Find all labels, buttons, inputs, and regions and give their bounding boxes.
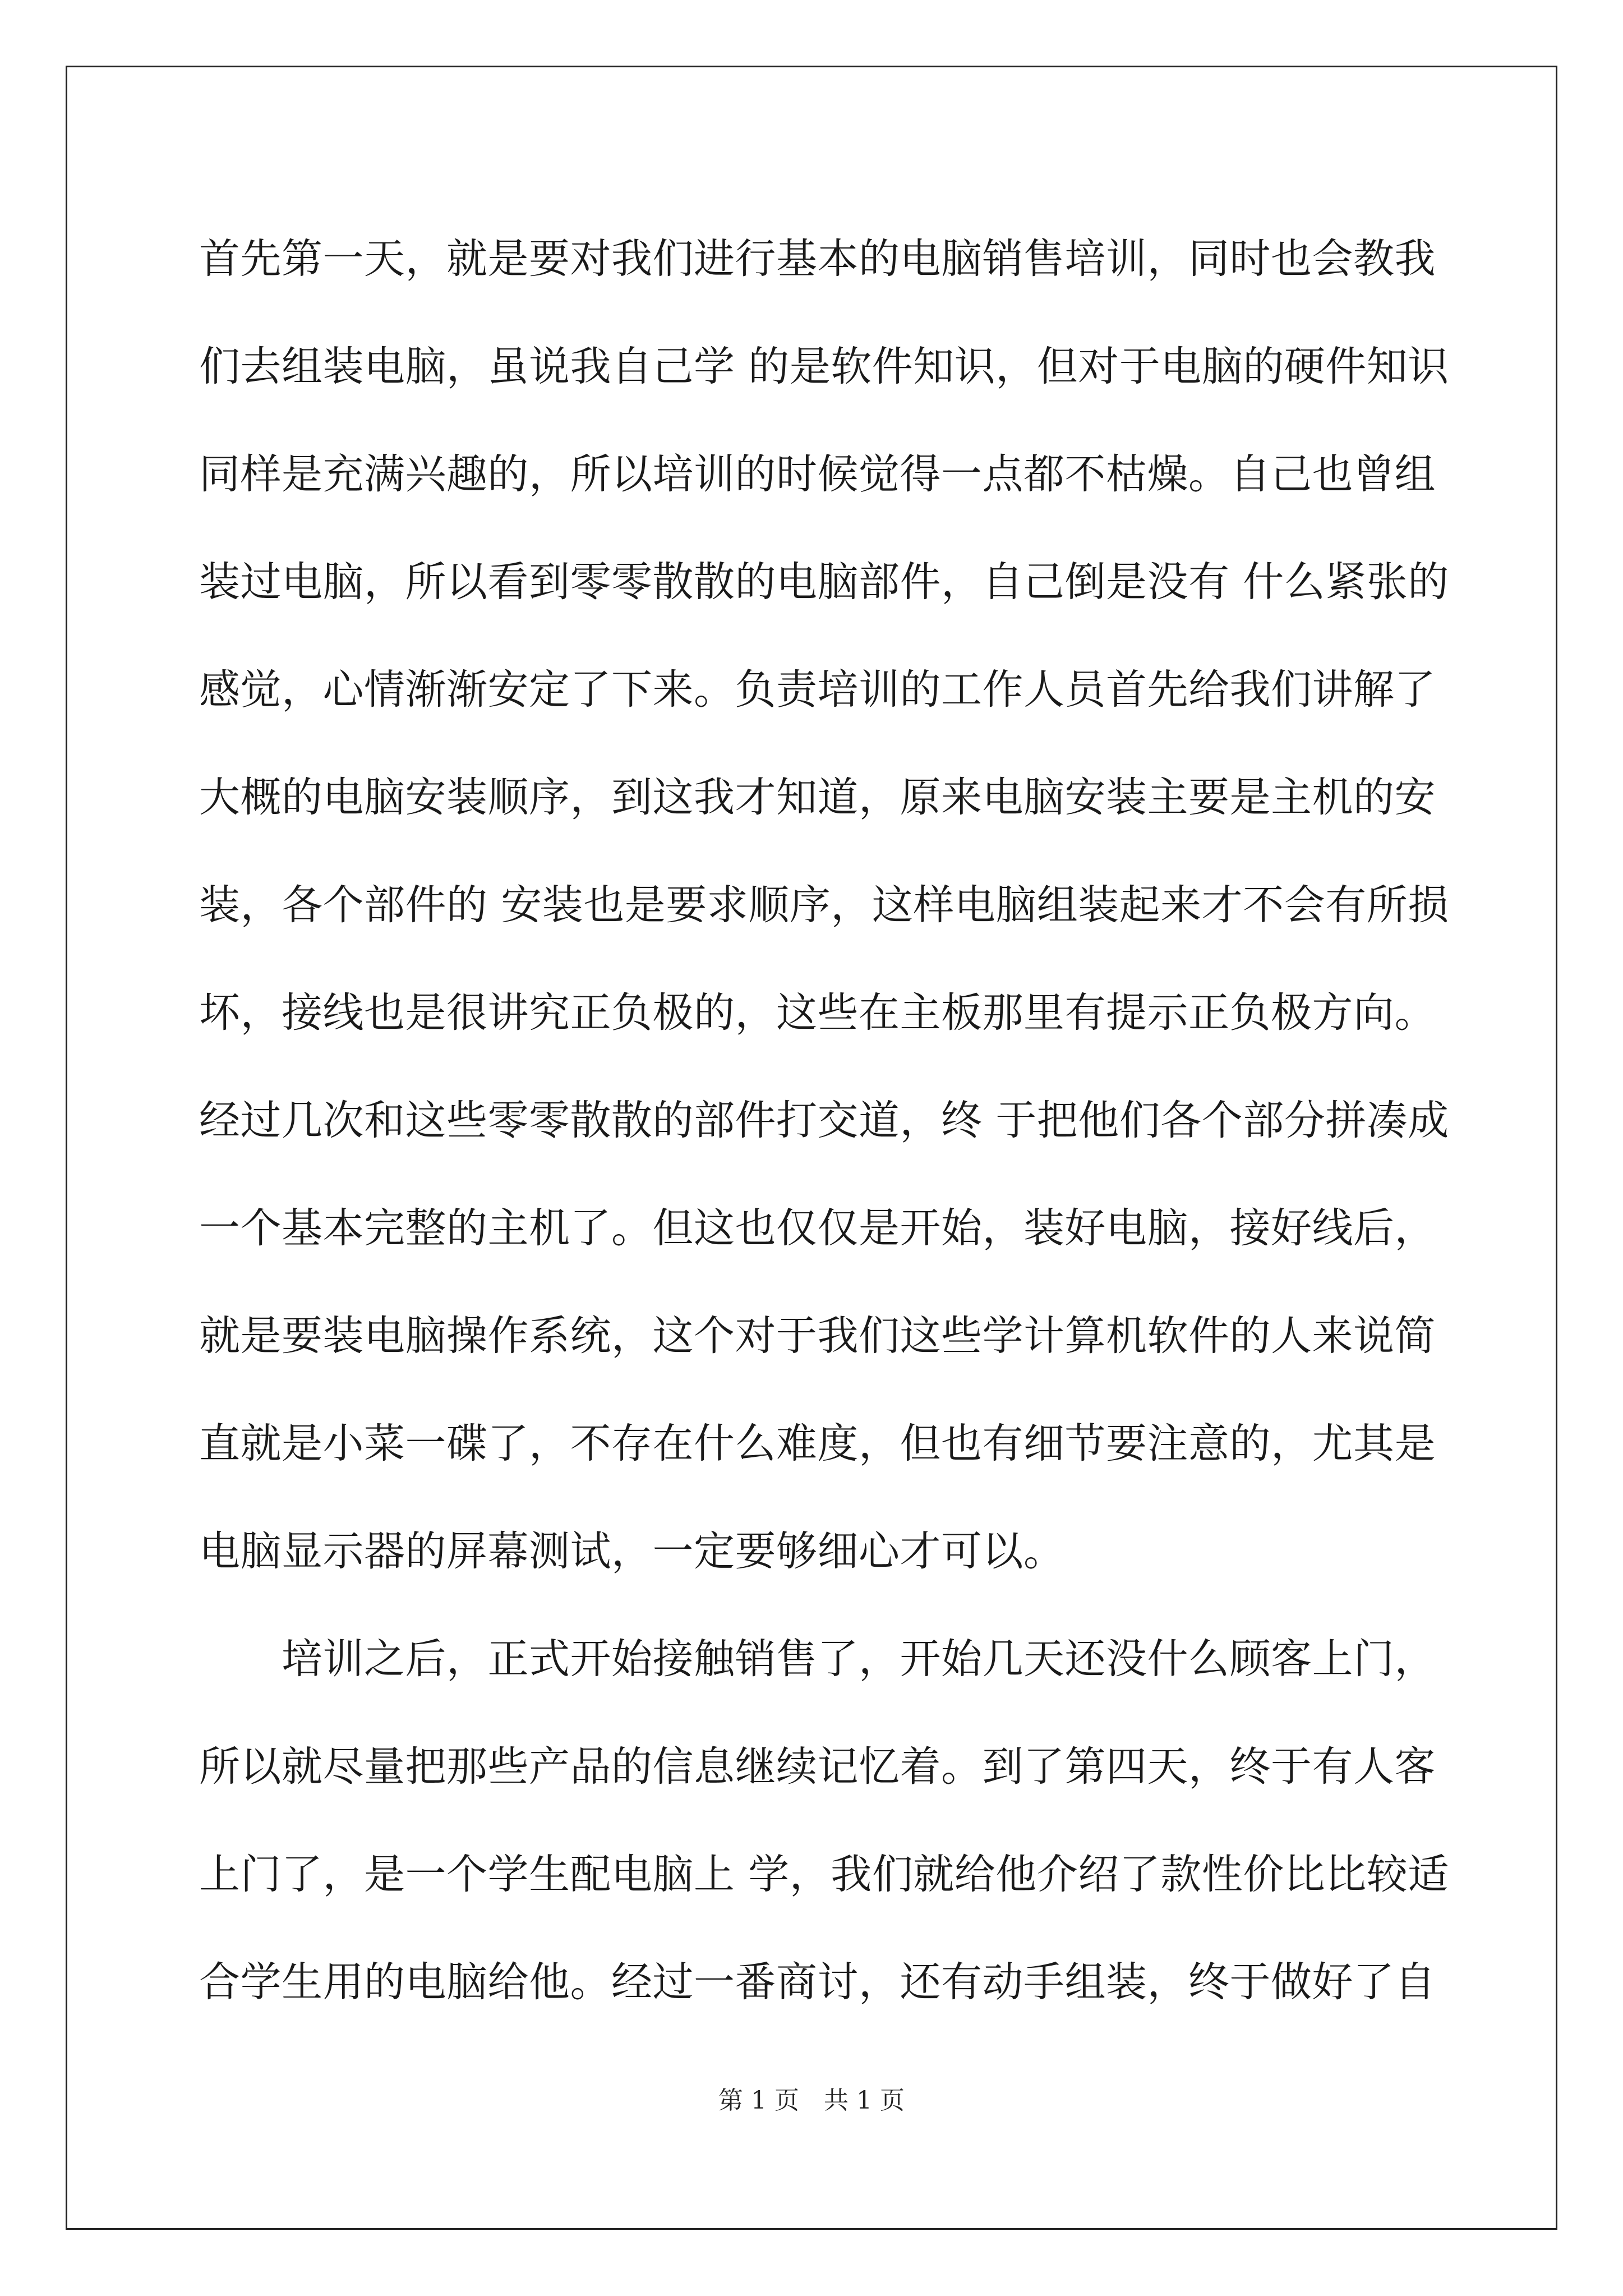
text-line-14: 培训之后，正式开始接触销售了，开始几天还没什么顾客上门， [199,1635,1436,1683]
text-line-17: 合学生用的电脑给他。经过一番商讨，还有动手组装，终于做好了自 [199,1958,1436,2006]
text-line-2: 们去组装电脑，虽说我自己学 的是软件知识，但对于电脑的硬件知识 [199,343,1449,390]
text-line-10: 一个基本完整的主机了。但这也仅仅是开始，装好电脑，接好线后， [199,1204,1436,1252]
text-line-11: 就是要装电脑操作系统，这个对于我们这些学计算机软件的人来说简 [199,1312,1436,1360]
text-line-4: 装过电脑，所以看到零零散散的电脑部件，自己倒是没有 什么紧张的 [199,558,1449,606]
text-line-9: 经过几次和这些零零散散的部件打交道，终 于把他们各个部分拼凑成 [199,1097,1449,1144]
text-line-7: 装，各个部件的 安装也是要求顺序，这样电脑组装起来才不会有所损 [199,881,1449,929]
text-line-1: 首先第一天，就是要对我们进行基本的电脑销售培训，同时也会教我 [199,235,1436,283]
text-line-3: 同样是充满兴趣的，所以培训的时候觉得一点都不枯燥。自己也曾组 [199,450,1436,498]
text-line-5: 感觉，心情渐渐安定了下来。负责培训的工作人员首先给我们讲解了 [199,666,1436,714]
text-line-16: 上门了，是一个学生配电脑上 学，我们就给他介绍了款性价比比较适 [199,1851,1449,1898]
page-number: 第 1 页 共 1 页 [718,2086,905,2115]
text-line-12: 直就是小菜一碟了，不存在什么难度，但也有细节要注意的，尤其是 [199,1420,1436,1467]
text-line-6: 大概的电脑安装顺序，到这我才知道，原来电脑安装主要是主机的安 [199,774,1436,821]
document-body [199,216,1449,2047]
text-line-13: 电脑显示器的屏幕测试，一定要够细心才可以。 [199,1527,1065,1575]
text-line-15: 所以就尽量把那些产品的信息继续记忆着。到了第四天，终于有人客 [199,1743,1436,1791]
text-line-8: 坏，接线也是很讲究正负极的，这些在主板那里有提示正负极方向。 [199,989,1436,1037]
